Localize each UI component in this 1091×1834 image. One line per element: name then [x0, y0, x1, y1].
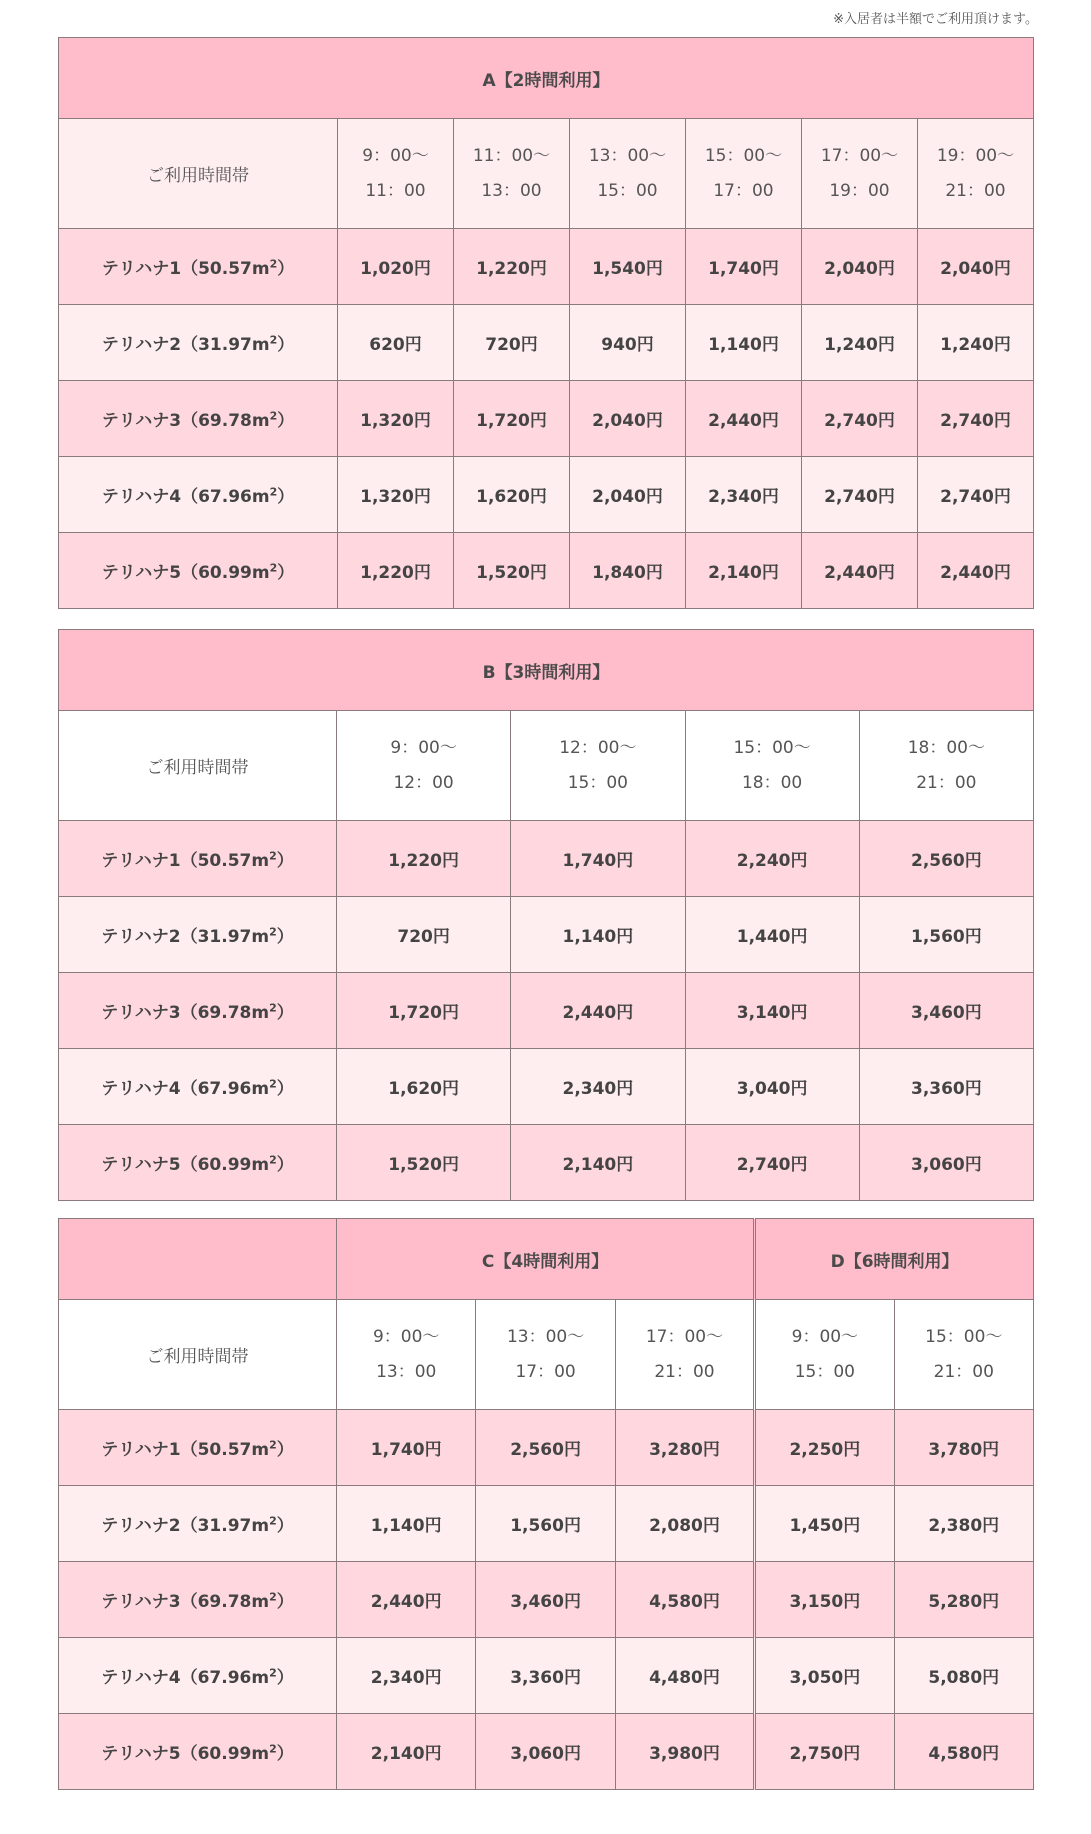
price-cell: 3,060円	[859, 1125, 1033, 1201]
rate-table-b	[58, 629, 1034, 1201]
table-row	[59, 1049, 1034, 1125]
room-name: テリハナ$2(31.97m^2)$	[59, 897, 337, 973]
table-row	[59, 821, 1034, 897]
table-b-title: B【3時間利用】	[59, 630, 1034, 711]
price-cell: 2,250円	[755, 1410, 894, 1486]
price-cell: 1,620円	[337, 1049, 511, 1125]
slot-row	[59, 711, 1034, 821]
price-cell: 2,750円	[755, 1714, 894, 1790]
price-cell: 3,460円	[859, 973, 1033, 1049]
price-cell: 2,340円	[511, 1049, 685, 1125]
price-cell: 1,720円	[454, 381, 570, 457]
price-cell: 1,520円	[337, 1125, 511, 1201]
rate-table-cd	[58, 1218, 1034, 1790]
price-cell: 1,220円	[338, 533, 454, 609]
table-row	[59, 1562, 1034, 1638]
price-cell: 1,720円	[337, 973, 511, 1049]
table-row	[59, 1486, 1034, 1562]
room-name: テリハナ$3(69.78m^2)$	[59, 381, 338, 457]
time-slot: 15：00〜 21：00	[894, 1300, 1033, 1410]
price-cell: 3,360円	[859, 1049, 1033, 1125]
slot-label: ご利用時間帯	[59, 1300, 337, 1410]
price-cell: 2,440円	[802, 533, 918, 609]
price-cell: 3,060円	[476, 1714, 615, 1790]
price-cell: 2,440円	[686, 381, 802, 457]
price-cell: 940円	[570, 305, 686, 381]
price-cell: 2,740円	[802, 381, 918, 457]
price-cell: 4,580円	[615, 1562, 754, 1638]
price-cell: 4,480円	[615, 1638, 754, 1714]
price-cell: 1,320円	[338, 381, 454, 457]
price-cell: 3,280円	[615, 1410, 754, 1486]
table-row	[59, 1125, 1034, 1201]
price-cell: 1,220円	[454, 229, 570, 305]
price-cell: 2,440円	[918, 533, 1034, 609]
time-slot: 9：00〜 12：00	[337, 711, 511, 821]
price-cell: 1,020円	[338, 229, 454, 305]
price-cell: 2,140円	[686, 533, 802, 609]
price-cell: 2,140円	[511, 1125, 685, 1201]
price-cell: 1,740円	[337, 1410, 476, 1486]
time-slot: 12：00〜 15：00	[511, 711, 685, 821]
price-cell: 3,780円	[894, 1410, 1033, 1486]
time-slot: 17：00〜 19：00	[802, 119, 918, 229]
price-cell: 2,740円	[918, 457, 1034, 533]
slot-label: ご利用時間帯	[59, 119, 338, 229]
price-cell: 2,040円	[570, 457, 686, 533]
resident-discount-note: ※入居者は半額でご利用頂けます。	[833, 12, 1038, 27]
time-slot: 9：00〜 13：00	[337, 1300, 476, 1410]
table-row	[59, 305, 1034, 381]
room-name: テリハナ$3(69.78m^2)$	[59, 973, 337, 1049]
table-row	[59, 1714, 1034, 1790]
table-row	[59, 229, 1034, 305]
price-cell: 1,740円	[511, 821, 685, 897]
room-name: テリハナ$5(60.99m^2)$	[59, 1125, 337, 1201]
price-cell: 2,340円	[686, 457, 802, 533]
price-cell: 1,560円	[859, 897, 1033, 973]
price-cell: 2,040円	[570, 381, 686, 457]
time-slot: 17：00〜 21：00	[615, 1300, 754, 1410]
price-cell: 2,740円	[802, 457, 918, 533]
slot-row	[59, 1300, 1034, 1410]
table-row	[59, 1638, 1034, 1714]
price-cell: 720円	[337, 897, 511, 973]
price-cell: 2,740円	[685, 1125, 859, 1201]
time-slot: 11：00〜 13：00	[454, 119, 570, 229]
room-name: テリハナ$5(60.99m^2)$	[59, 533, 338, 609]
price-cell: 2,140円	[337, 1714, 476, 1790]
price-cell: 1,540円	[570, 229, 686, 305]
price-cell: 1,740円	[686, 229, 802, 305]
price-cell: 5,080円	[894, 1638, 1033, 1714]
table-row	[59, 1410, 1034, 1486]
header-empty-cell	[59, 1219, 337, 1300]
table-row	[59, 533, 1034, 609]
room-name: テリハナ$2(31.97m^2)$	[59, 305, 338, 381]
price-cell: 2,440円	[511, 973, 685, 1049]
price-cell: 3,040円	[685, 1049, 859, 1125]
time-slot: 13：00〜 15：00	[570, 119, 686, 229]
price-cell: 3,150円	[755, 1562, 894, 1638]
price-cell: 2,560円	[859, 821, 1033, 897]
room-name: テリハナ$1(50.57m^2)$	[59, 229, 338, 305]
table-row	[59, 973, 1034, 1049]
price-cell: 1,840円	[570, 533, 686, 609]
time-slot: 9：00〜 11：00	[338, 119, 454, 229]
price-cell: 620円	[338, 305, 454, 381]
price-cell: 720円	[454, 305, 570, 381]
time-slot: 15：00〜 17：00	[686, 119, 802, 229]
price-cell: 4,580円	[894, 1714, 1033, 1790]
price-cell: 1,520円	[454, 533, 570, 609]
price-cell: 3,980円	[615, 1714, 754, 1790]
room-name: テリハナ$2(31.97m^2)$	[59, 1486, 337, 1562]
price-cell: 1,320円	[338, 457, 454, 533]
room-name: テリハナ$1(50.57m^2)$	[59, 821, 337, 897]
time-slot: 18：00〜 21：00	[859, 711, 1033, 821]
price-cell: 1,140円	[686, 305, 802, 381]
price-cell: 1,140円	[511, 897, 685, 973]
price-cell: 2,040円	[802, 229, 918, 305]
room-name: テリハナ$1(50.57m^2)$	[59, 1410, 337, 1486]
room-name: テリハナ$3(69.78m^2)$	[59, 1562, 337, 1638]
price-cell: 3,140円	[685, 973, 859, 1049]
table-a-title: A【2時間利用】	[59, 38, 1034, 119]
price-cell: 2,240円	[685, 821, 859, 897]
room-name: テリハナ$5(60.99m^2)$	[59, 1714, 337, 1790]
price-cell: 1,620円	[454, 457, 570, 533]
table-c-title: C【4時間利用】	[337, 1219, 755, 1300]
table-row	[59, 381, 1034, 457]
price-cell: 1,560円	[476, 1486, 615, 1562]
price-cell: 3,460円	[476, 1562, 615, 1638]
slot-row	[59, 119, 1034, 229]
price-cell: 1,240円	[918, 305, 1034, 381]
price-cell: 3,360円	[476, 1638, 615, 1714]
price-cell: 2,380円	[894, 1486, 1033, 1562]
room-name: テリハナ$4(67.96m^2)$	[59, 1638, 337, 1714]
time-slot: 9：00〜 15：00	[755, 1300, 894, 1410]
time-slot: 13：00〜 17：00	[476, 1300, 615, 1410]
table-row	[59, 897, 1034, 973]
rate-table-a	[58, 37, 1034, 609]
slot-label: ご利用時間帯	[59, 711, 337, 821]
price-cell: 3,050円	[755, 1638, 894, 1714]
time-slot: 19：00〜 21：00	[918, 119, 1034, 229]
room-name: テリハナ$4(67.96m^2)$	[59, 1049, 337, 1125]
price-cell: 1,140円	[337, 1486, 476, 1562]
price-cell: 2,040円	[918, 229, 1034, 305]
table-d-title: D【6時間利用】	[755, 1219, 1034, 1300]
price-cell: 1,440円	[685, 897, 859, 973]
price-cell: 1,240円	[802, 305, 918, 381]
price-cell: 5,280円	[894, 1562, 1033, 1638]
time-slot: 15：00〜 18：00	[685, 711, 859, 821]
price-cell: 1,220円	[337, 821, 511, 897]
price-cell: 1,450円	[755, 1486, 894, 1562]
table-row	[59, 457, 1034, 533]
price-cell: 2,560円	[476, 1410, 615, 1486]
price-cell: 2,080円	[615, 1486, 754, 1562]
price-cell: 2,440円	[337, 1562, 476, 1638]
price-cell: 2,340円	[337, 1638, 476, 1714]
price-cell: 2,740円	[918, 381, 1034, 457]
room-name: テリハナ$4(67.96m^2)$	[59, 457, 338, 533]
